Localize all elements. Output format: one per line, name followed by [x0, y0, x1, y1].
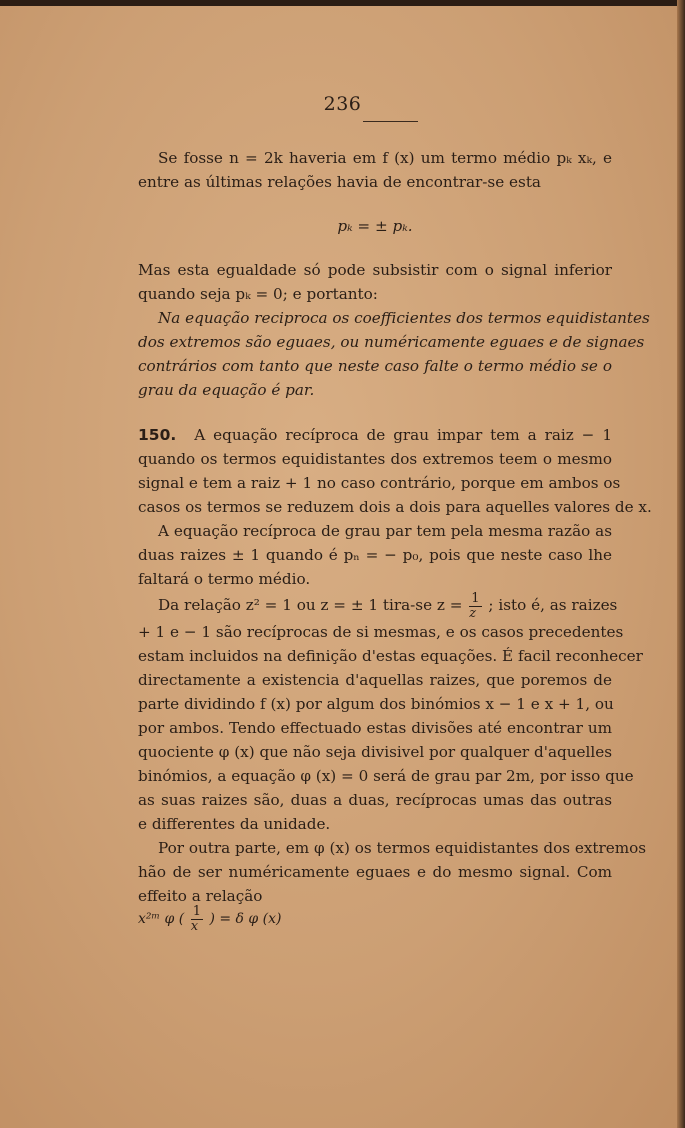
theorem-line: Na equação reciproca os coefficientes dos termos equidistantes: [158, 309, 650, 327]
fraction: [469, 592, 481, 621]
theorem-line: contrários com tanto que neste caso falte o termo médio se o: [138, 357, 612, 375]
scan-right-edge: [677, 0, 685, 1128]
theorem-line: grau da equação é par.: [138, 381, 315, 399]
fraction-denominator: z: [469, 605, 477, 621]
equation: [138, 902, 612, 936]
text-line: hão de ser numéricamente eguaes e do mesmo signal. Com: [138, 863, 612, 881]
text-line: faltará o termo médio.: [138, 570, 311, 588]
text-line: por ambos. Tendo effectuado estas divisões até encontrar um: [138, 719, 612, 737]
theorem-line: dos extremos são eguaes, ou numéricamente eguaes e de signaes: [138, 333, 645, 351]
text-line: duas raizes ± 1 quando é pₙ = − p₀, pois que neste caso lhe: [138, 546, 612, 564]
text-line: Mas esta egualdade só pode subsistir com o signal inferior: [138, 261, 612, 279]
text-line: signal e tem a raiz + 1 no caso contrário, porque em ambos os: [138, 474, 621, 492]
text-line: e differentes da unidade.: [138, 815, 331, 833]
text-line: entre as últimas relações havia de encontrar-se esta: [138, 173, 541, 191]
text-line: parte dividindo f (x) por algum dos binómios x − 1 e x + 1, ou: [138, 695, 614, 713]
text-line: directamente a existencia d'aquellas raizes, que poremos de: [138, 671, 612, 689]
page-number: 236: [323, 93, 362, 115]
text-line: Por outra parte, em φ (x) os termos equidistantes dos extremos: [158, 839, 647, 857]
section-number: 150.: [138, 426, 177, 444]
text-line: Se fosse n = 2k haveria em f (x) um termo médio pₖ xₖ, e: [158, 149, 612, 167]
text-line: quociente φ (x) que não seja divisivel por qualquer d'aquelles: [138, 743, 612, 761]
text-line: casos os termos se reduzem dois a dois para aquelles valores de x.: [138, 498, 652, 516]
text-line: quando os termos equidistantes dos extremos teem o mesmo: [138, 450, 612, 468]
text-line: quando seja pₖ = 0; e portanto:: [138, 285, 378, 303]
text-line: A equação recíproca de grau impar tem a raiz − 1: [194, 426, 612, 444]
text-line: as suas raizes são, duas a duas, recíprocas umas das outras: [138, 791, 612, 809]
text-line: A equação recíproca de grau par tem pela mesma razão as: [158, 522, 612, 540]
fraction-numerator: 1: [192, 903, 201, 919]
text-segment: Da relação z² = 1 ou z = ± 1 tira-se z =: [158, 596, 463, 614]
fraction-denominator: x: [190, 918, 199, 934]
text-line-with-fraction: [158, 590, 618, 621]
scan-top-edge: [0, 0, 685, 6]
fraction: [191, 905, 203, 934]
section-first-line: [138, 424, 612, 448]
equation-segment: ) = δ φ (x): [209, 911, 282, 927]
equation-segment: x²ᵐ φ (: [138, 911, 185, 927]
text-segment: ; isto é, as raizes: [488, 596, 618, 614]
text-line: binómios, a equação φ (x) = 0 será de grau par 2m, por isso que: [138, 767, 634, 785]
text-line: + 1 e − 1 são recíprocas de si mesmas, e os casos precedentes: [138, 623, 624, 641]
text-line: effeito a relação: [138, 887, 263, 905]
equation: pₖ = ± pₖ.: [337, 217, 413, 235]
text-line: estam incluidos na definição d'estas equações. É facil reconhecer: [138, 647, 643, 665]
fraction-numerator: 1: [471, 590, 480, 606]
header-rule: [363, 121, 418, 122]
